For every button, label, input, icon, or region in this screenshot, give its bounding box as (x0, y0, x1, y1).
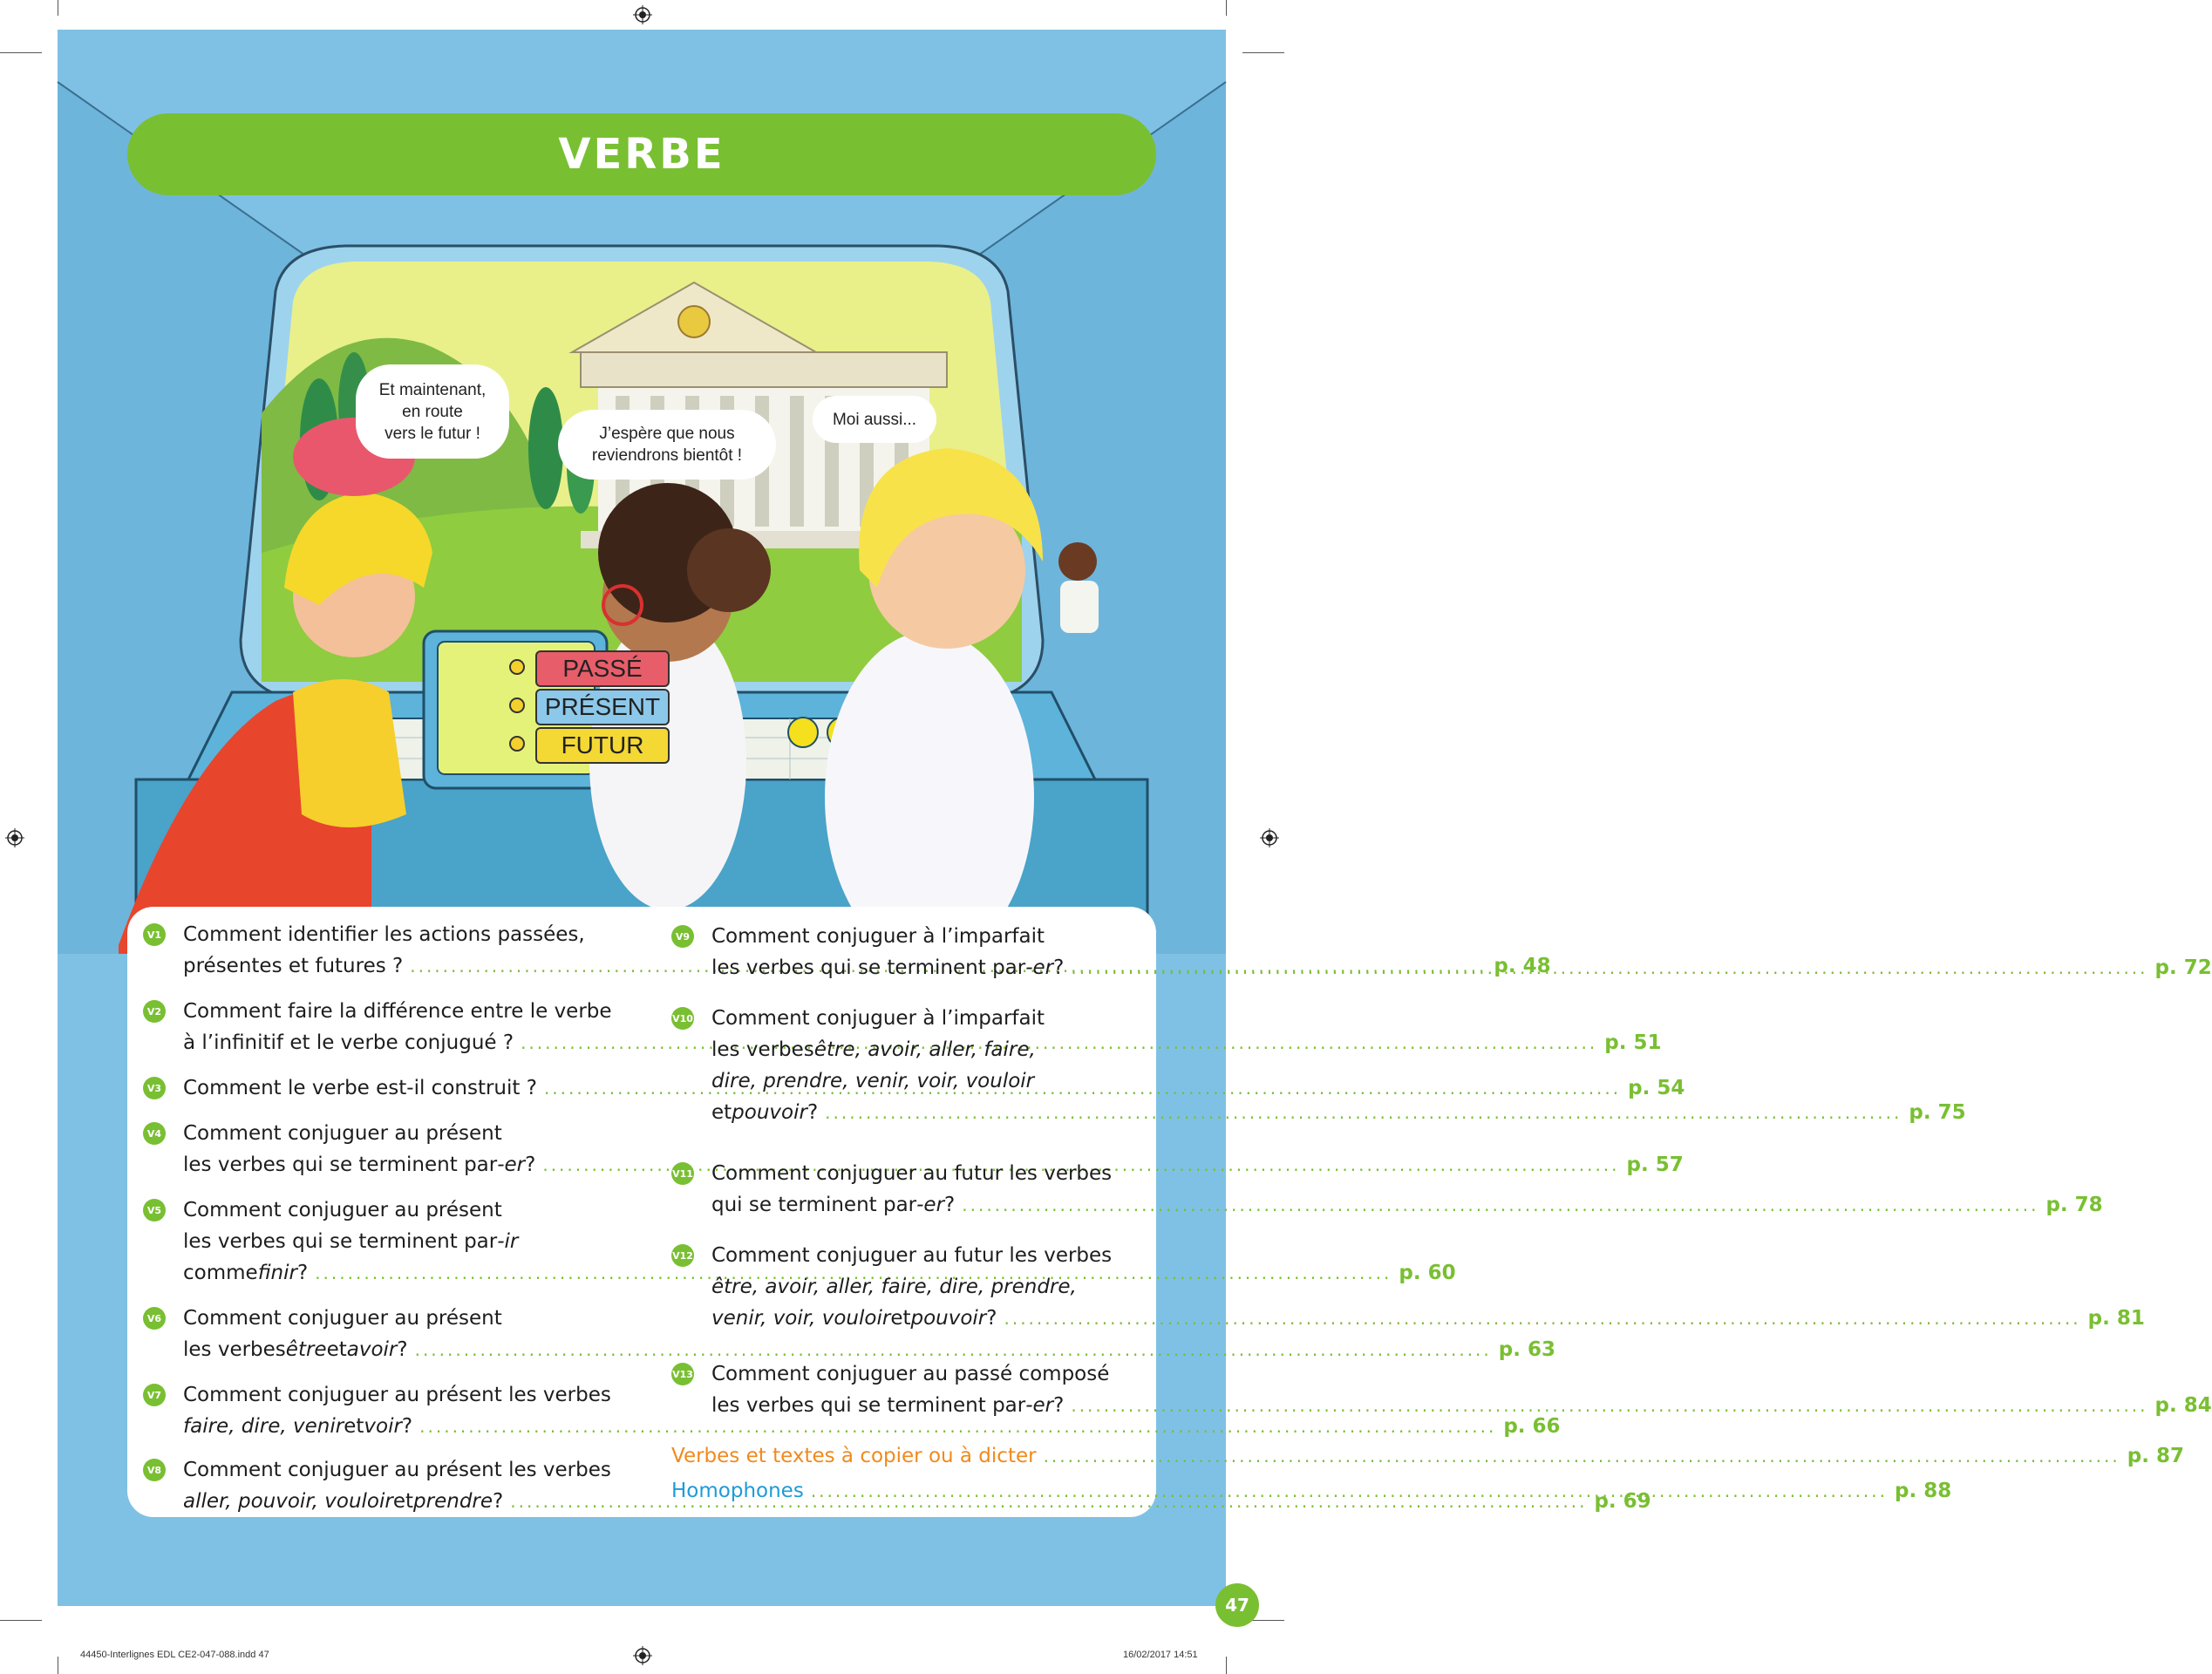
chapter-badge: V5 (143, 1199, 166, 1221)
registration-mark-icon (1260, 828, 1279, 847)
time-button-futur: FUTUR (535, 727, 670, 764)
toc-italic: dire, prendre, venir, voir, vouloir (711, 1070, 1035, 1092)
crop-mark (1226, 1657, 1227, 1674)
toc-italic: être (285, 1338, 327, 1361)
page-ref: p. 63 (1498, 1338, 1555, 1361)
toc-line: Comment conjuguer à l’imparfait (711, 1007, 1045, 1030)
toc-line: Comment conjuguer au futur les verbes (711, 1162, 1113, 1185)
registration-mark-icon (633, 5, 652, 24)
footer-date: 16/02/2017 14:51 (1123, 1650, 1198, 1660)
toc-line: ? (807, 1101, 819, 1124)
page-ref: p. 84 (2154, 1394, 2212, 1417)
speech-bubble-3 (813, 396, 936, 443)
table-of-contents (127, 907, 2212, 1517)
speech-bubble-2 (558, 410, 776, 480)
crop-mark (0, 1620, 42, 1621)
page-ref: p. 57 (1626, 1153, 1684, 1176)
leader-dots (1071, 952, 2147, 983)
toc-line: présentes et futures ? (183, 955, 404, 977)
footer-file-info: 44450-Interlignes EDL CE2-047-088.indd 47 (80, 1650, 269, 1660)
speech-bubble-text: J’espère que nous reviendrons bientôt ! (591, 425, 743, 465)
toc-italic: faire, dire, venir (183, 1415, 344, 1438)
chapter-badge: V2 (143, 1000, 166, 1023)
leader-dots (962, 1189, 2038, 1221)
button-light-icon (509, 659, 525, 675)
page-ref: p. 78 (2045, 1194, 2103, 1216)
time-button-present: PRÉSENT (535, 689, 670, 725)
page-ref: p. 81 (2087, 1307, 2145, 1330)
toc-special-label: Verbes et textes à copier ou à dicter (671, 1445, 1037, 1467)
toc-line: les verbes qui se terminent par (711, 956, 1026, 979)
toc-line: Comment conjuguer à l’imparfait (711, 925, 1045, 948)
toc-line: les verbes qui se terminent par (183, 1153, 498, 1176)
toc-item-verbes-textes[interactable] (671, 1440, 2184, 1472)
toc-italic: -er (497, 1153, 526, 1176)
page-number: 47 (1215, 1583, 1259, 1627)
toc-line: ? (493, 1490, 504, 1513)
toc-italic: être, avoir, aller, faire, dire, prendre, (711, 1276, 1077, 1298)
speech-bubble-text: Et maintenant, en route vers le futur ! (378, 380, 487, 443)
toc-item-v13[interactable] (671, 1358, 2212, 1421)
toc-italic: aller, pouvoir, vouloir (183, 1490, 393, 1513)
toc-italic: -ir (497, 1230, 519, 1253)
page-ref: p. 69 (1594, 1490, 1651, 1513)
toc-line: et (392, 1490, 414, 1513)
crop-mark (0, 52, 42, 53)
toc-italic: finir (257, 1262, 297, 1284)
page-title: VERBE (558, 130, 725, 179)
toc-line: Comment conjuguer au présent les verbes (183, 1459, 611, 1481)
toc-line: à l’infinitif et le verbe conjugué ? (183, 1031, 514, 1054)
toc-line: Comment faire la différence entre le verbe (183, 1000, 612, 1023)
toc-italic: -er (1025, 956, 1054, 979)
toc-italic: pouvoir (910, 1307, 987, 1330)
toc-line: Comment conjuguer au futur les verbes (711, 1244, 1113, 1267)
leader-dots (1044, 1440, 2120, 1472)
chapter-badge: V7 (143, 1384, 166, 1406)
toc-italic: avoir (346, 1338, 398, 1361)
toc-line: ? (296, 1262, 309, 1284)
page-ref: p. 51 (1604, 1031, 1662, 1054)
toc-line: ? (1053, 1394, 1065, 1417)
toc-line: ? (1053, 956, 1065, 979)
leader-dots (1071, 1390, 2147, 1421)
chapter-badge: V3 (143, 1077, 166, 1099)
toc-line: ? (944, 1194, 956, 1216)
title-banner (127, 113, 1156, 195)
toc-line: ? (986, 1307, 997, 1330)
toc-line: les verbes (711, 1038, 814, 1061)
toc-line: les verbes (183, 1338, 286, 1361)
chapter-badge: V10 (671, 1007, 694, 1030)
toc-italic: voir (364, 1415, 402, 1438)
page-ref: p. 72 (2154, 956, 2212, 979)
toc-line: Comment le verbe est-il construit ? (183, 1077, 537, 1099)
page-ref: p. 66 (1503, 1415, 1561, 1438)
button-light-icon (509, 736, 525, 752)
toc-line: et (711, 1101, 732, 1124)
page-ref: p. 87 (2127, 1445, 2184, 1467)
toc-italic: venir, voir, vouloir (711, 1307, 891, 1330)
page-ref: p. 60 (1399, 1262, 1456, 1284)
chapter-badge: V8 (143, 1459, 166, 1481)
toc-line: Comment conjuguer au passé composé (711, 1363, 1110, 1385)
registration-mark-icon (633, 1646, 652, 1665)
chapter-badge: V11 (671, 1162, 694, 1185)
toc-line: Comment conjuguer au présent (183, 1307, 502, 1330)
toc-italic: -er (1025, 1394, 1054, 1417)
button-light-icon (509, 698, 525, 713)
crop-mark (1242, 52, 1284, 53)
toc-line: et (326, 1338, 347, 1361)
toc-line: les verbes qui se terminent par (183, 1230, 498, 1253)
toc-line: Comment identifier les actions passées, (183, 923, 585, 946)
page-ref: p. 75 (1909, 1101, 1966, 1124)
toc-line: ? (397, 1338, 408, 1361)
chapter-badge: V6 (143, 1307, 166, 1330)
crop-mark (1226, 0, 1227, 16)
toc-line: Comment conjuguer au présent (183, 1199, 502, 1221)
leader-dots (811, 1475, 1888, 1507)
toc-line: et (890, 1307, 911, 1330)
toc-line: comme (183, 1262, 258, 1284)
chapter-badge: V12 (671, 1244, 694, 1267)
toc-line: les verbes qui se terminent par (711, 1394, 1026, 1417)
chapter-badge: V13 (671, 1363, 694, 1385)
toc-italic: -er (916, 1194, 945, 1216)
toc-italic: être, avoir, aller, faire, (813, 1038, 1036, 1061)
time-button-passe: PASSÉ (535, 650, 670, 687)
page-ref: p. 48 (1494, 955, 1551, 977)
speech-bubble-text: Moi aussi... (832, 410, 917, 429)
toc-line: Comment conjuguer au présent (183, 1122, 502, 1145)
toc-line: ? (525, 1153, 536, 1176)
registration-mark-icon (5, 828, 24, 847)
leader-dots (825, 1097, 1902, 1128)
speech-bubble-1 (356, 364, 509, 459)
leader-dots (1004, 1303, 2080, 1334)
toc-line: qui se terminent par (711, 1194, 917, 1216)
toc-line: ? (401, 1415, 413, 1438)
toc-line: et (344, 1415, 364, 1438)
chapter-badge: V9 (671, 925, 694, 948)
chapter-badge: V1 (143, 923, 166, 946)
toc-italic: prendre (413, 1490, 493, 1513)
page-ref: p. 88 (1895, 1480, 1952, 1502)
toc-special-label: Homophones (671, 1480, 804, 1502)
chapter-badge: V4 (143, 1122, 166, 1145)
page-ref: p. 54 (1628, 1077, 1685, 1099)
toc-italic: pouvoir (732, 1101, 807, 1124)
toc-line: Comment conjuguer au présent les verbes (183, 1384, 611, 1406)
